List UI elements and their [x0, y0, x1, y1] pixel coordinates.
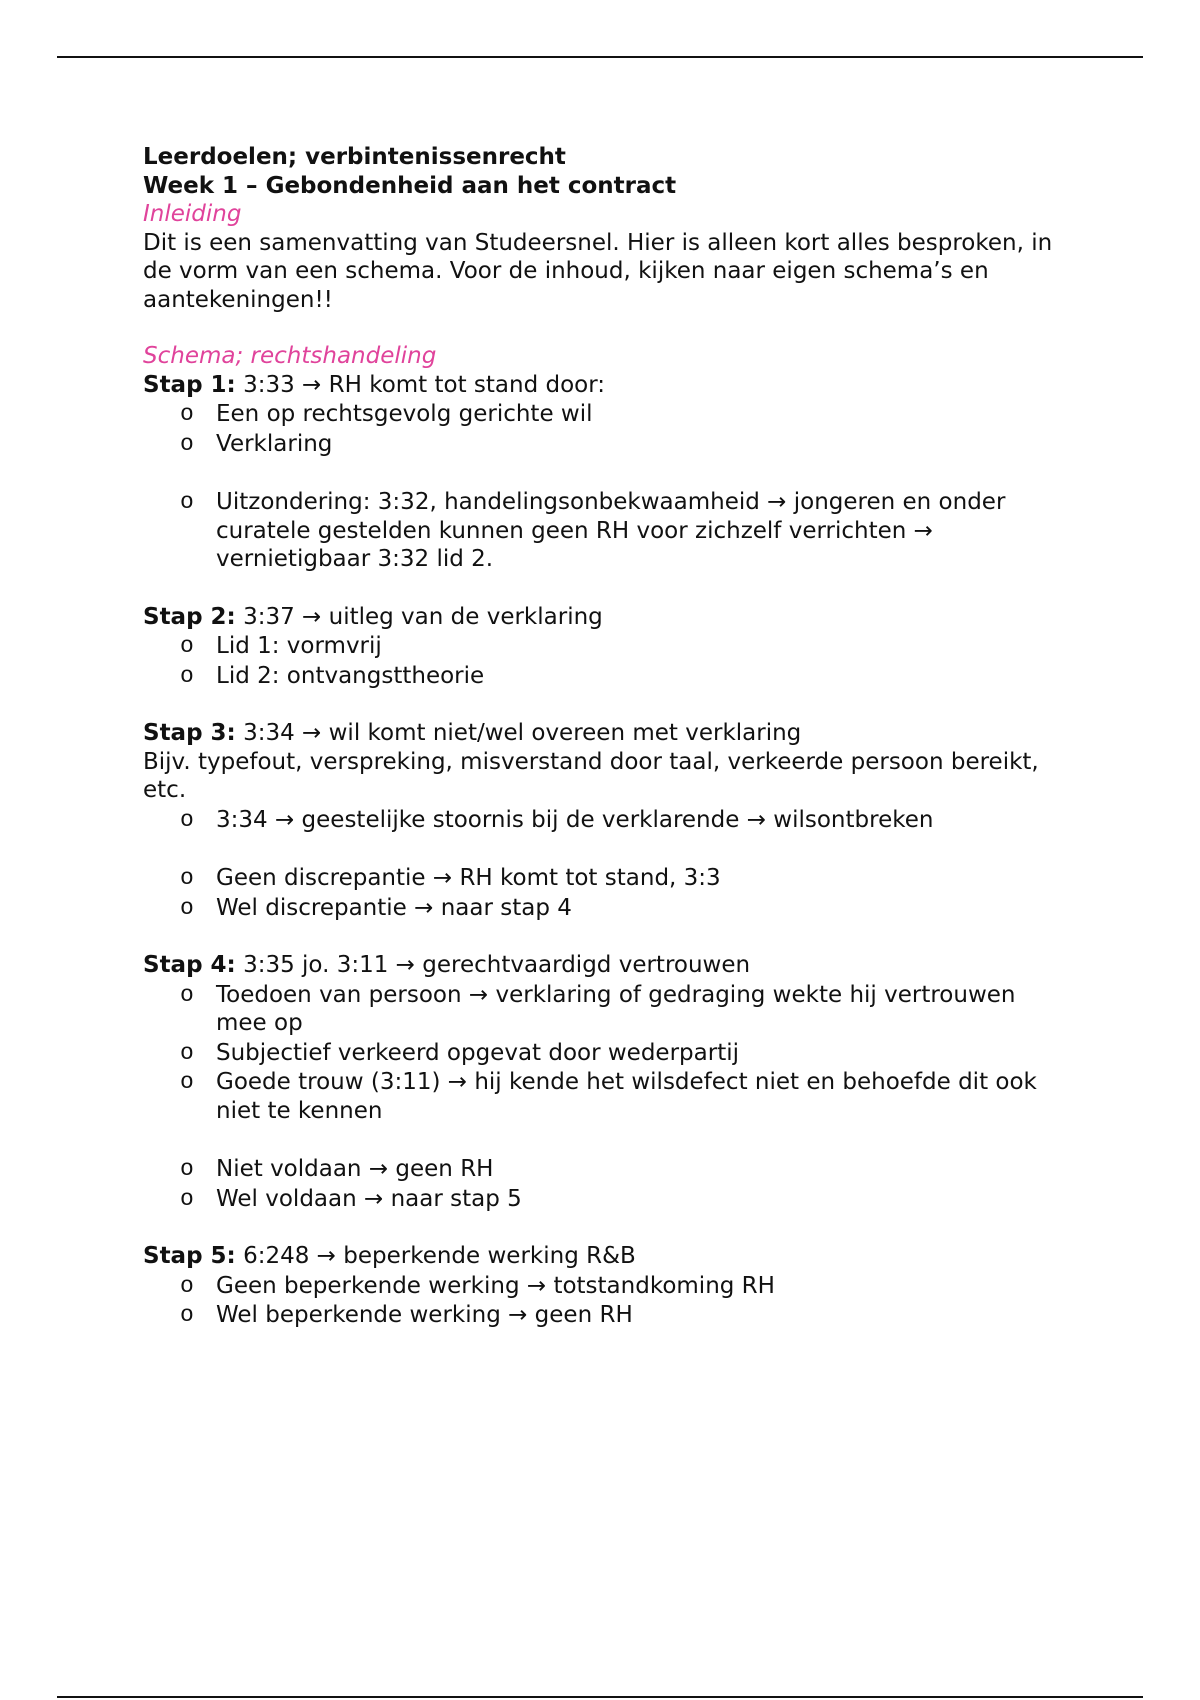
step-3-list-a — [143, 806, 1073, 835]
footer-rule — [57, 1696, 1143, 1698]
step-2-text: 3:37 → uitleg van de verklaring — [235, 603, 603, 630]
intro-heading: Inleiding — [143, 201, 242, 227]
step-2-line — [143, 603, 1073, 632]
list-item — [143, 864, 1073, 893]
list-item — [143, 430, 1073, 459]
list-item-text: Wel voldaan → naar stap 5 — [216, 1185, 522, 1212]
bullet-marker: o — [180, 662, 194, 689]
bullet-marker: o — [180, 894, 194, 921]
list-item-text: 3:34 → geestelijke stoornis bij de verklarende → wilsontbreken — [216, 806, 934, 833]
spacer — [143, 1126, 1073, 1154]
step-1-list-b — [143, 488, 1073, 574]
spacer — [143, 923, 1073, 951]
list-item — [143, 1185, 1073, 1214]
bullet-marker: o — [180, 1069, 194, 1095]
step-5-label: Stap 5: — [143, 1243, 236, 1269]
step-3-line — [143, 719, 1073, 748]
step-2-list-a — [143, 632, 1073, 690]
list-item-text: Lid 2: ontvangsttheorie — [216, 662, 485, 689]
list-item — [143, 662, 1073, 691]
bullet-marker: o — [180, 1156, 194, 1182]
step-4-label: Stap 4: — [143, 952, 236, 978]
spacer — [143, 314, 1073, 342]
list-item-text: Uitzondering: 3:32, handelingsonbekwaamheid → jongeren en onder curatele gestelden kunnen geen RH voor zichzelf verrichten → vernietigbaar 3:32 lid 2. — [216, 489, 1006, 572]
bullet-marker: o — [180, 865, 194, 891]
step-1 — [143, 371, 1073, 574]
step-1-list-a — [143, 400, 1073, 458]
list-item — [143, 1039, 1073, 1068]
list-item — [143, 894, 1073, 923]
list-item-text: Subjectief verkeerd opgevat door wederpartij — [216, 1039, 739, 1066]
list-item-text: Wel beperkende werking → geen RH — [216, 1302, 633, 1328]
step-4-list-a — [143, 981, 1073, 1126]
document-title: Leerdoelen; verbintenissenrecht — [143, 144, 566, 170]
step-5-list-a — [143, 1272, 1073, 1330]
step-2 — [143, 603, 1073, 691]
step-3-text: 3:34 → wil komt niet/wel overeen met verklaring — [235, 720, 802, 746]
list-item — [143, 632, 1073, 661]
step-5 — [143, 1242, 1073, 1330]
step-3-list-b — [143, 864, 1073, 922]
bullet-marker: o — [180, 1185, 194, 1212]
list-item — [143, 981, 1073, 1038]
spacer — [143, 1214, 1073, 1242]
list-item-text: Goede trouw (3:11) → hij kende het wilsdefect niet en behoefde dit ook niet te kennen — [216, 1069, 1037, 1124]
bullet-marker: o — [180, 633, 194, 659]
list-item — [143, 806, 1073, 835]
list-item-text: Niet voldaan → geen RH — [216, 1156, 494, 1182]
step-4 — [143, 951, 1073, 1213]
bullet-marker: o — [180, 489, 194, 515]
step-1-line — [143, 371, 1073, 400]
list-item — [143, 1155, 1073, 1184]
list-item — [143, 1272, 1073, 1301]
step-3 — [143, 719, 1073, 922]
bullet-marker: o — [180, 401, 194, 427]
step-2-label: Stap 2: — [143, 603, 236, 630]
step-1-text: 3:33 → RH komt tot stand door: — [235, 371, 606, 398]
intro-paragraph: Dit is een samenvatting van Studeersnel. Hier is alleen kort alles besproken, in de vorm van een schema. Voor de inhoud, kijken naar eigen schema’s en aantekeningen!! — [143, 229, 1053, 313]
list-item-text: Geen discrepantie → RH komt tot stand, 3:3 — [216, 865, 721, 891]
step-5-line — [143, 1242, 1073, 1271]
list-item-text: Een op rechtsgevolg gerichte wil — [216, 401, 593, 427]
bullet-marker: o — [180, 430, 194, 457]
schema-heading: Schema; rechtshandeling — [143, 343, 437, 369]
spacer — [143, 691, 1073, 719]
bullet-marker: o — [180, 1272, 194, 1299]
bullet-marker: o — [180, 1302, 194, 1328]
list-item-text: Geen beperkende werking → totstandkoming RH — [216, 1272, 775, 1299]
step-4-text: 3:35 jo. 3:11 → gerechtvaardigd vertrouwen — [235, 952, 751, 978]
spacer — [143, 835, 1073, 863]
bullet-marker: o — [180, 981, 194, 1008]
bullet-marker: o — [180, 1039, 194, 1066]
list-item-text: Toedoen van persoon → verklaring of gedraging wekte hij vertrouwen mee op — [216, 981, 1016, 1036]
list-item — [143, 1068, 1073, 1125]
list-item — [143, 488, 1073, 574]
spacer — [143, 459, 1073, 487]
step-3-note: Bijv. typefout, verspreking, misverstand door taal, verkeerde persoon bereikt, etc. — [143, 748, 1039, 803]
header-rule — [57, 56, 1143, 58]
step-4-list-b — [143, 1155, 1073, 1213]
week-title: Week 1 – Gebondenheid aan het contract — [143, 172, 677, 199]
bullet-marker: o — [180, 806, 194, 833]
list-item — [143, 400, 1073, 429]
step-4-line — [143, 951, 1073, 980]
spacer — [143, 575, 1073, 603]
document-body — [143, 143, 1073, 1331]
list-item-text: Verklaring — [216, 430, 333, 457]
step-5-text: 6:248 → beperkende werking R&B — [235, 1243, 636, 1269]
step-1-label: Stap 1: — [143, 371, 236, 398]
step-3-label: Stap 3: — [143, 720, 236, 746]
list-item-text: Lid 1: vormvrij — [216, 633, 382, 659]
list-item-text: Wel discrepantie → naar stap 4 — [216, 894, 572, 921]
list-item — [143, 1301, 1073, 1330]
